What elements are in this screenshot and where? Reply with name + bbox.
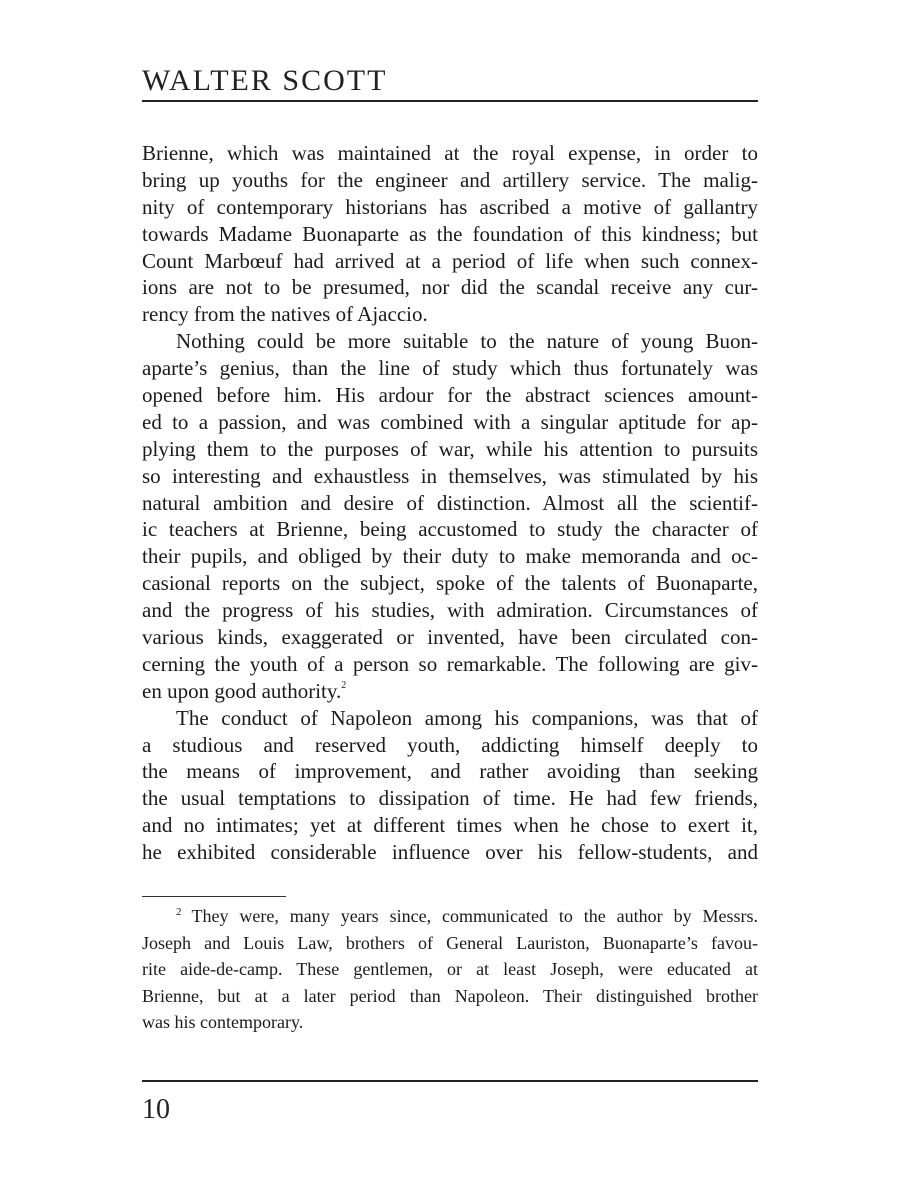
footnote-separator (142, 896, 286, 897)
footnote-first-line (142, 903, 758, 930)
footnote-reference[interactable]: 2 (341, 679, 347, 691)
paragraph-2-line: opened before him. His ardour for the abstract sciences amount- (142, 383, 758, 408)
paragraph-2-line: plying them to the purposes of war, while his attention to pursuits (142, 436, 758, 461)
running-head: WALTER SCOTT (142, 64, 388, 97)
footnote-line: Joseph and Louis Law, brothers of General Lauriston, Buonaparte’s favou- (142, 932, 758, 953)
paragraph-2-line: various kinds, exaggerated or invented, have been circulated con- (142, 625, 758, 650)
paragraph-2-line: ed to a passion, and was combined with a singular aptitude for ap- (142, 409, 758, 434)
paragraph-2-line: and the progress of his studies, with admiration. Circumstances of (142, 598, 758, 623)
body-text (142, 140, 758, 866)
paragraph-3-line: the means of improvement, and rather avoiding than seeking (142, 759, 758, 784)
paragraph-2-line-text: en upon good authority. (142, 678, 342, 703)
paragraph-1-line: towards Madame Buonaparte as the foundation of this kindness; but (142, 221, 758, 246)
paragraph-1-line: rency from the natives of Ajaccio. (142, 302, 428, 327)
paragraph-3-line: the usual temptations to dissipation of time. He had few friends, (142, 786, 758, 811)
paragraph-3-line: and no intimates; yet at different times when he chose to exert it, (142, 813, 758, 838)
footnote-line: rite aide-de-camp. These gentlemen, or at least Joseph, were educated at (142, 959, 758, 979)
footnote-number: 2 (176, 906, 182, 918)
paragraph-2-line: ic teachers at Brienne, being accustomed to study the character of (142, 517, 758, 542)
paragraph-1-line: bring up youths for the engineer and artillery service. The malig- (142, 167, 758, 192)
paragraph-2-line: casional reports on the subject, spoke of the talents of Buonaparte, (142, 571, 758, 596)
paragraph-1-line: Count Marbœuf had arrived at a period of life when such connex- (142, 248, 758, 273)
paragraph-2-line: so interesting and exhaustless in themselves, was stimulated by his (142, 463, 758, 488)
footnote-line-text: They were, many years since, communicated to the author by Messrs. (191, 906, 758, 926)
paragraph-1-line: Brienne, which was maintained at the royal expense, in order to (142, 141, 758, 165)
footnote (142, 903, 758, 1036)
paragraph-2-line: their pupils, and obliged by their duty to make memoranda and oc- (142, 544, 758, 569)
header-rule (142, 100, 758, 102)
paragraph-1-line: nity of contemporary historians has ascribed a motive of gallantry (142, 194, 758, 219)
footnote-line: was his contemporary. (142, 1012, 304, 1032)
paragraph-3-line: a studious and reserved youth, addicting himself deeply to (142, 732, 758, 757)
footer-rule (142, 1080, 758, 1082)
footnote-line: Brienne, but at a later period than Napoleon. Their distinguished brother (142, 985, 758, 1006)
paragraph-3-line: The conduct of Napoleon among his companions, was that of (176, 705, 758, 730)
paragraph-2-last-line (142, 678, 758, 705)
paragraph-1-line: ions are not to be presumed, nor did the scandal receive any cur- (142, 275, 758, 300)
paragraph-2-line: Nothing could be more suitable to the nature of young Buon- (176, 329, 758, 354)
paragraph-3-line: he exhibited considerable influence over his fellow-students, and (142, 840, 758, 865)
page-number: 10 (142, 1094, 170, 1125)
paragraph-2-line: cerning the youth of a person so remarkable. The following are giv- (142, 651, 758, 676)
paragraph-2-line: aparte’s genius, than the line of study which thus fortunately was (142, 356, 758, 381)
paragraph-2-line: natural ambition and desire of distinction. Almost all the scientif- (142, 490, 758, 515)
